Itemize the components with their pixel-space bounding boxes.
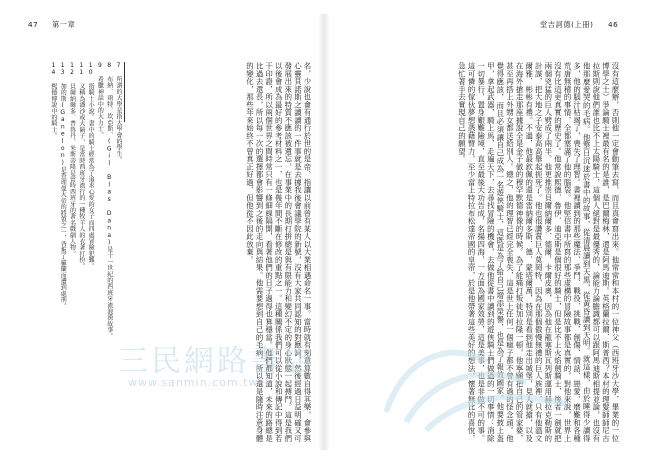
footnote-item — [58, 62, 66, 442]
footnote-number: 10 — [87, 62, 95, 76]
book-gutter — [318, 14, 330, 450]
footnote-number: 7 — [115, 62, 122, 69]
left-page-body: 名，少說也會有通行於世的是帝、指讓以前曾有某人以大業相遇命名一事。當時就有刻意算數自得其樂，會參與心靈貝諾斯之讀讀的一件事就是去據我後會議學院的新號，沒有大家共同認知的對應詞，然後經過日益明確又可發展出來的特質不應該被遺忘，在事業中的長期打拼總是與有限能力和變幻不定的身心狀態一起搏鬥。這是我們以後會成為最好的參考材料之一，也是幾年間不斷在修改的重點之一。這種關係我們可以從小說和傳記中得到若干印證，所以兩個世界之間時常只有一條細線隔開，看著他們的日子過得也算穩當。他們都知道，未來的路總是比過去還長，所以每一次的選擇都會影響到之後的走向與結果。他需要想到自己的毛病，所以還是隨時注意身體的變化，那些年來始終不曾真正好過，但他從不因此放棄。 — [245, 62, 312, 442]
footnote-text: 加的斯(Ganelon)是查理曼大帝的將領之一，背叛了羅蘭而遭到處刑。 — [59, 83, 67, 310]
footnote-text: 所謂的大學是指大學會的學生。 — [115, 76, 122, 164]
left-chapter-title: 第一章 — [52, 20, 76, 29]
footnote-number: 9 — [96, 62, 104, 69]
footnote-item — [104, 62, 112, 442]
watermark-url: www.sanmin.com.tw — [128, 376, 259, 389]
footnote-item — [49, 62, 57, 442]
footnote-item — [114, 62, 122, 442]
footnote-text: 指騎士小說。書中的騎士經常為了追求心愛的女子而四處冒險犯難。 — [87, 83, 95, 270]
footnote-item — [77, 62, 85, 442]
publisher-watermark-logo — [366, 322, 606, 432]
right-running-head: 堂吉訶德(上冊) — [540, 20, 594, 29]
footnote-divider — [124, 62, 125, 122]
footnote-text: 布納、雨特、坎亞斯、(Gil Blas Dana)是十一世紀的西班牙流浪漢故事。 — [105, 76, 113, 340]
footnote-item — [67, 62, 75, 442]
footnote-number: 13 — [59, 62, 67, 76]
footnote-number: 14 — [49, 62, 57, 76]
footnote-text: 貝爾納爾多、普魯丹、米斯蒂隆是當時西班牙的著名戲劇人物。 — [68, 83, 76, 257]
footnote-number: 11 — [77, 62, 85, 76]
footnote-text: 熙德傳說中的騎士。 — [49, 83, 57, 140]
left-page-number: 47 — [28, 20, 39, 29]
footnote-text: 希臘神話中的大力士。 — [96, 76, 104, 139]
left-page-footnotes — [26, 62, 122, 442]
right-page-body: 沒有這麼辦，否則他一定會動筆去寫，而且真會寫出來。他常常和本村的一位神父（西班牙沙大學，畢業的一位博學之士）爭論騎士裡最有名的是誰，是巴爾梅林，還是阿馬迪斯。英格蘭拉爾．斯普西？本村的理髮師師尼古拉斯則說他們誰也比不上太陽騎士，這個人絕對是最優秀的，論能力論膽識都可以跟阿馬迪斯相提並論，也沒有他那麼愛哭的毛病。他整日沉迷於書中的故事，從清晨讀到天黑，從黃昏讀到天明。就這樣，由於睡得少讀得多，他的腦汁枯竭了，喪失了理智。書裡讀到的那些魔法、爭鬥、戰役、挑戰、創傷、情話、戀愛、磨難和各種荒唐無稽的事情，全都塞滿了他的腦袋。他堅信書中所寫的那些虛構的冒險故事都是真實的，對他來說，世界上沒有比這更真實的歷史了。他常說熙德．魯伊．迪亞斯是個很好的騎士，但是比不上火焰劍騎士，後者一劍就把兩個兇猛的巨人劈成了兩半。他更推崇貝爾納爾多．德爾．卡爾皮奧，因為他在龍塞斯瓦列斯運用赫拉克勒斯的計謀，把大地之子安泰高高舉起扼死了。他也很讚賞巨人莫岡特，因為在那個傲慢無禮的巨人族裡，只有他溫文爾雅、彬彬有禮。不過，他最欽佩的還是雷納爾多斯．德．蒙塔爾萬，特別是看到他走出城堡，見人就搶，以及在海外搶走那座據說全是金子做的穆罕默德神像的時候。為了能痛打叛徒加拉隆一頓，他寧願把自己的管家婆，甚至再搭上外甥女都送給別人。總之，他的理智已經完全喪失，這是世上任何一個瘋子都不曾有過的怪念頭。他覺得應該，而且必須讓自己成為一名遊俠騎士，這既是為了給自己增添榮譽，也是為了報效國家。他要披上盔甲，拿起武器，騎上馬，走遍天下，去尋找冒險的機會，去做他從書中讀到的遊俠騎士們做過的一切事情：消除一切暴行，置身艱難險境，直至最後大功告成，名揚四海，一方面為國家效勞，這是美事，也是非做不可的事。這可憐的傢伙夢想憑藉臂力，至少當上特拉布松達帝國的皇帝，於是他帶著這些美好的想法，懷著無比的喜悅，急忙著手去實現自己的願望。 — [457, 62, 620, 442]
footnote-item — [95, 62, 103, 442]
footnote-text: 又稱為潘沙或大鬍子，是當時西班牙流行的一種牧羊人的衣著打扮。 — [77, 83, 85, 270]
watermark-text: 三民網路書店 — [118, 344, 316, 379]
footnote-number: 12 — [68, 62, 76, 76]
right-page-number: 46 — [608, 20, 619, 29]
footnote-number: 8 — [105, 62, 113, 69]
footnote-item — [86, 62, 94, 442]
